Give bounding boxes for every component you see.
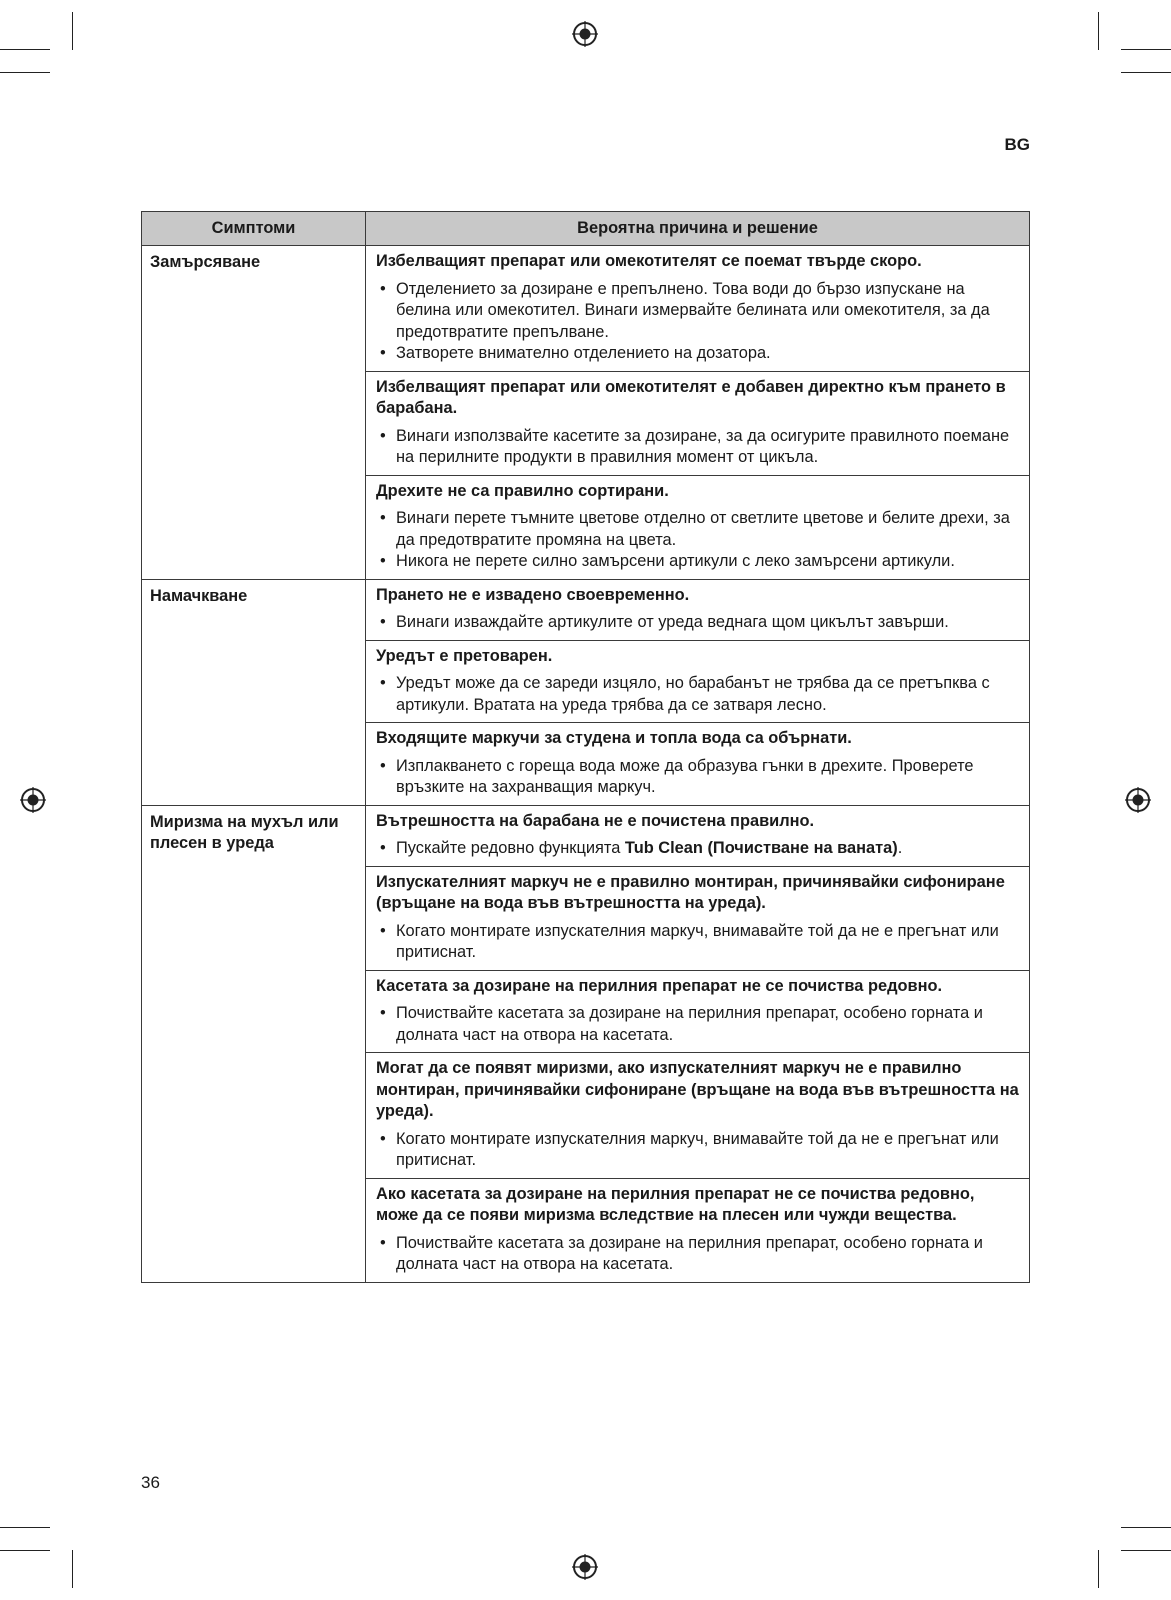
cause-title: Вътрешността на барабана не е почистена правилно. [376, 811, 815, 830]
page-number: 36 [141, 1473, 160, 1492]
solution-list [376, 756, 1019, 799]
cause-title: Прането не е извадено своевременно. [376, 585, 690, 604]
solution-list [376, 1129, 1019, 1172]
solution-item: • Отделението за дозиране е препълнено. Това води до бързо изпускане на белина или омекотител. Винаги измервайте белината или омекотителя, за да предотвратите препълване. [376, 279, 1019, 344]
cause-title: Касетата за дозиране на перилния препарат не се почиства редовно. [376, 976, 943, 995]
solution-list [376, 838, 1019, 860]
cause-title: Избелващият препарат или омекотителят е добавен директно към прането в барабана. [376, 377, 1006, 417]
crop-mark [1121, 1527, 1171, 1528]
solution-text: Пускайте редовно функцията [396, 839, 625, 857]
solution-item: • Винаги изваждайте артикулите от уреда веднага щом цикълът завърши. [376, 612, 1019, 634]
registration-mark-icon [572, 1554, 598, 1580]
cause-title: Избелващият препарат или омекотителят се поемат твърде скоро. [376, 252, 922, 270]
cause-title: Дрехите не са правилно сортирани. [376, 481, 669, 500]
solution-list [376, 1003, 1019, 1046]
cause-cell [366, 866, 1030, 970]
crop-mark [1121, 72, 1171, 73]
crop-mark [0, 72, 50, 73]
tub-clean-function-name: Tub Clean (Почистване на ваната) [624, 839, 898, 857]
solution-item: • Изплакването с гореща вода може да образува гънки в дрехите. Проверете връзките на захранващия маркуч. [376, 756, 1019, 799]
solution-text-end: . [897, 839, 903, 857]
registration-mark-icon [1125, 787, 1151, 813]
crop-mark [0, 49, 50, 50]
solution-list [376, 508, 1019, 573]
crop-mark [0, 1527, 50, 1528]
solution-list [376, 279, 1019, 365]
crop-mark [1121, 49, 1171, 50]
solution-list [376, 921, 1019, 964]
solution-item: • Никога не перете силно замърсени артикули с леко замърсени артикули. [376, 551, 1019, 573]
symptom-cell: Миризма на мухъл или плесен в уреда [142, 805, 366, 1282]
cause-cell [366, 246, 1030, 372]
cause-title: Уредът е претоварен. [376, 646, 553, 665]
cause-cell [366, 475, 1030, 579]
header-cause-solution: Вероятна причина и решение [366, 212, 1030, 246]
solution-item [376, 838, 1019, 860]
table-row [142, 246, 1030, 372]
registration-mark-icon [572, 21, 598, 47]
table-row [142, 579, 1030, 640]
registration-mark-icon [20, 787, 46, 813]
crop-mark [1121, 1550, 1171, 1551]
solution-item: • Винаги използвайте касетите за дозиране, за да осигурите правилното поемане на перилните продукти в правилния момент от цикъла. [376, 426, 1019, 469]
solution-list [376, 426, 1019, 469]
symptom-cell: Замърсяване [142, 246, 366, 580]
crop-mark [0, 1550, 50, 1551]
language-code: BG [1004, 135, 1030, 154]
header-symptoms: Симптоми [142, 212, 366, 246]
cause-cell [366, 970, 1030, 1053]
solution-item: • Почиствайте касетата за дозиране на перилния препарат, особено горната и долната част на отвора на касетата. [376, 1233, 1019, 1276]
crop-mark [1098, 12, 1099, 50]
crop-mark [1098, 1550, 1099, 1588]
cause-cell [366, 579, 1030, 640]
cause-cell [366, 371, 1030, 475]
cause-title: Ако касетата за дозиране на перилния препарат не се почиства редовно, може да се появи миризма вследствие на плесен или чужди вещества. [376, 1184, 975, 1224]
cause-title: Изпускателният маркуч не е правилно монтиран, причинявайки сифониране (връщане на вода във вътрешността на уреда). [376, 872, 1005, 912]
cause-cell [366, 640, 1030, 723]
troubleshooting-table [141, 211, 1030, 1283]
cause-cell [366, 805, 1030, 866]
solution-item: • Уредът може да се зареди изцяло, но барабанът не трябва да се претъпква с артикули. Вратата на уреда трябва да се затваря лесно. [376, 673, 1019, 716]
solution-item: • Когато монтирате изпускателния маркуч, внимавайте той да не е прегънат или притиснат. [376, 1129, 1019, 1172]
table-header-row [142, 212, 1030, 246]
crop-mark [72, 12, 73, 50]
solution-item: • Когато монтирате изпускателния маркуч, внимавайте той да не е прегънат или притиснат. [376, 921, 1019, 964]
crop-mark [72, 1550, 73, 1588]
table-row [142, 805, 1030, 866]
solution-list [376, 673, 1019, 716]
cause-cell [366, 723, 1030, 806]
cause-title: Входящите маркучи за студена и топла вода са обърнати. [376, 729, 852, 747]
solution-item: • Винаги перете тъмните цветове отделно от светлите цветове и белите дрехи, за да предотвратите промяна на цвета. [376, 508, 1019, 551]
cause-cell [366, 1178, 1030, 1282]
cause-title: Могат да се появят миризми, ако изпускателният маркуч не е правилно монтиран, причинявайки сифониране (връщане на вода във вътрешността на уреда). [376, 1059, 1019, 1120]
solution-item: • Почиствайте касетата за дозиране на перилния препарат, особено горната и долната част на отвора на касетата. [376, 1003, 1019, 1046]
solution-list [376, 1233, 1019, 1276]
cause-cell [366, 1053, 1030, 1179]
symptom-cell: Намачкване [142, 579, 366, 805]
solution-item: • Затворете внимателно отделението на дозатора. [376, 343, 1019, 365]
solution-list [376, 612, 1019, 634]
